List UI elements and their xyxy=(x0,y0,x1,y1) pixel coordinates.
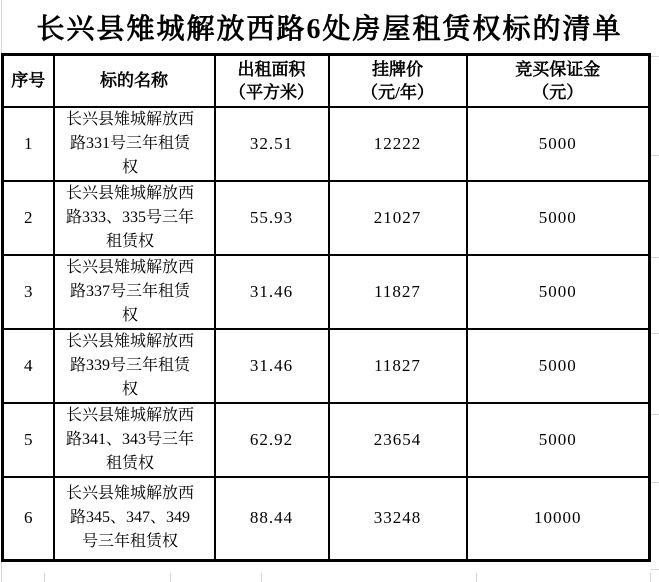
row-name-text: 长兴县雉城解放西路331号三年租赁权 xyxy=(65,110,194,176)
row-area: 55.93 xyxy=(215,181,329,255)
header-price-line1: 挂牌价 xyxy=(372,59,423,79)
right-gridline xyxy=(651,569,659,570)
listing-table xyxy=(1,53,651,562)
header-no-line1: 序号 xyxy=(11,71,46,91)
row-name xyxy=(54,255,215,329)
table-row xyxy=(3,181,650,255)
header-area xyxy=(215,55,329,107)
right-gridline xyxy=(651,414,659,415)
header-name-line1: 标的名称 xyxy=(100,71,168,91)
row-area: 62.92 xyxy=(215,403,329,477)
row-deposit: 5000 xyxy=(467,181,650,255)
row-no: 6 xyxy=(3,477,54,561)
row-area: 88.44 xyxy=(215,477,329,561)
row-name xyxy=(54,477,215,561)
bottom-gridline xyxy=(261,573,262,582)
right-gridline xyxy=(651,155,659,156)
row-name-text: 长兴县雉城解放西路339号三年租赁权 xyxy=(65,332,194,398)
bottom-gridline xyxy=(650,573,651,582)
row-price: 21027 xyxy=(329,181,467,255)
table-row xyxy=(3,329,650,403)
header-row xyxy=(3,55,650,107)
header-area-line1: 出租面积 xyxy=(237,59,306,79)
header-no xyxy=(3,55,54,107)
row-price: 33248 xyxy=(329,477,467,561)
right-gridline xyxy=(651,333,659,334)
row-area: 31.46 xyxy=(215,329,329,403)
row-deposit: 5000 xyxy=(467,403,650,477)
row-deposit: 5000 xyxy=(467,255,650,329)
header-deposit xyxy=(467,55,650,107)
bottom-gridline xyxy=(476,573,477,582)
row-price: 12222 xyxy=(329,107,467,181)
row-area: 31.46 xyxy=(215,255,329,329)
row-no: 3 xyxy=(3,255,54,329)
bottom-gridline xyxy=(170,573,171,582)
row-name xyxy=(54,181,215,255)
header-price xyxy=(329,55,467,107)
table-row xyxy=(3,403,650,477)
row-name-text: 长兴县雉城解放西路337号三年租赁权 xyxy=(65,258,194,324)
right-gridline xyxy=(651,257,659,258)
table-row xyxy=(3,477,650,561)
header-name xyxy=(54,55,215,107)
row-name xyxy=(54,403,215,477)
row-price: 11827 xyxy=(329,255,467,329)
row-no: 1 xyxy=(3,107,54,181)
row-no: 5 xyxy=(3,403,54,477)
header-deposit-line2: （元） xyxy=(532,82,584,102)
row-price: 23654 xyxy=(329,403,467,477)
header-area-line2: （平方米） xyxy=(229,82,314,102)
row-name-text: 长兴县雉城解放西路341、343号三年租赁权 xyxy=(65,406,194,472)
row-deposit: 10000 xyxy=(467,477,650,561)
table-row xyxy=(3,107,650,181)
table-row xyxy=(3,255,650,329)
row-area: 32.51 xyxy=(215,107,329,181)
row-no: 2 xyxy=(3,181,54,255)
row-name-text: 长兴县雉城解放西路345、347、349号三年租赁权 xyxy=(65,485,194,551)
row-name xyxy=(54,329,215,403)
right-gridline xyxy=(651,482,659,483)
row-name-text: 长兴县雉城解放西路333、335号三年租赁权 xyxy=(65,184,194,250)
page-title: 长兴县雉城解放西路6处房屋租赁权标的清单 xyxy=(36,13,623,45)
right-gridline xyxy=(651,56,659,57)
row-deposit: 5000 xyxy=(467,107,650,181)
row-name xyxy=(54,107,215,181)
row-deposit: 5000 xyxy=(467,329,650,403)
row-no: 4 xyxy=(3,329,54,403)
header-deposit-line1: 竞买保证金 xyxy=(515,59,601,79)
bottom-gridline xyxy=(44,573,45,582)
header-price-line2: （元/年） xyxy=(361,82,434,102)
row-price: 11827 xyxy=(329,329,467,403)
